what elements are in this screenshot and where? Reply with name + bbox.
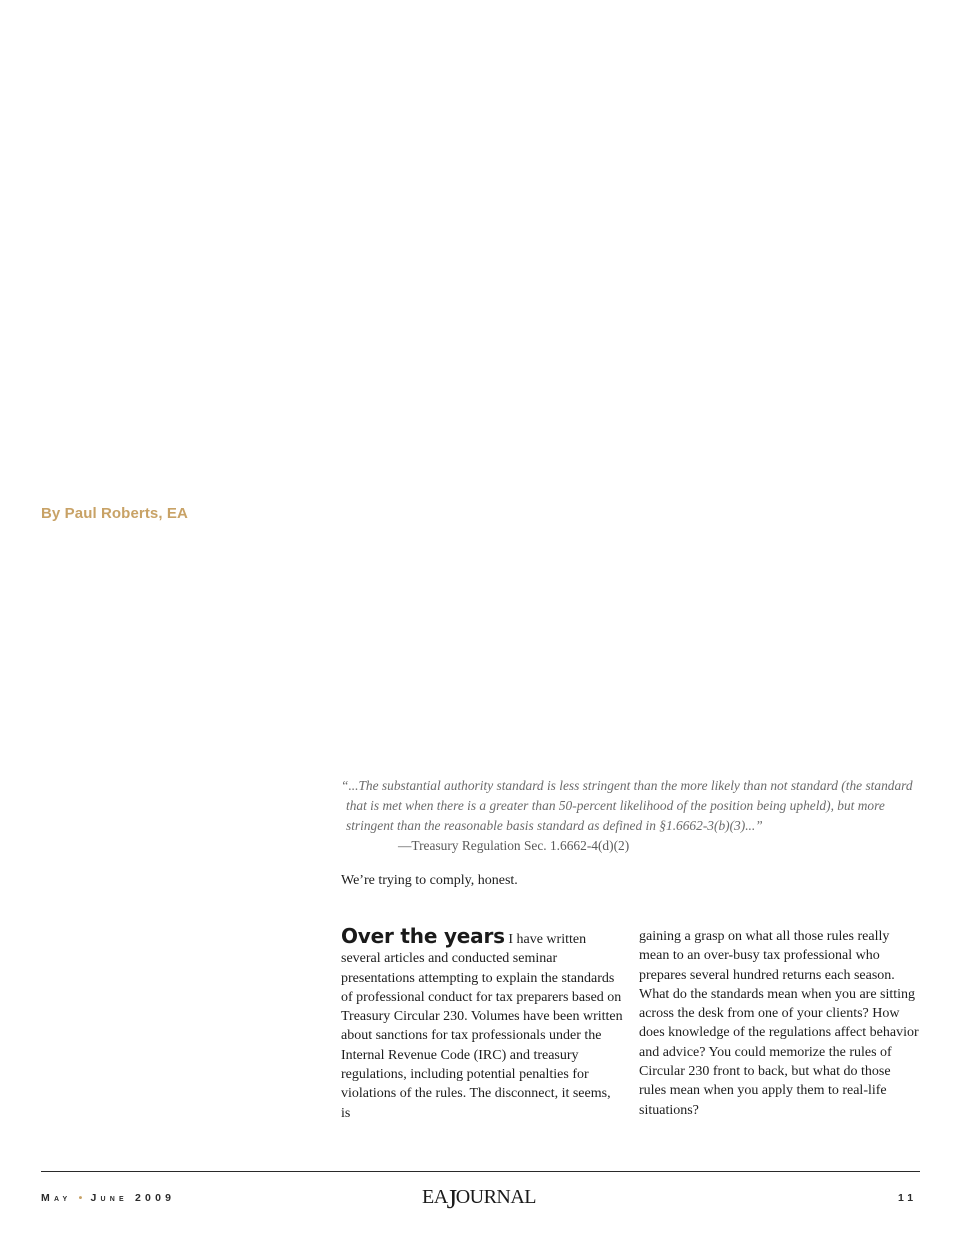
- logo-j: J: [446, 1184, 457, 1214]
- issue-date: [41, 1192, 175, 1204]
- issue-date-separator: •: [78, 1192, 87, 1204]
- lead-in-heading: Over the years: [341, 924, 505, 948]
- body-paragraph-left: [341, 924, 623, 1123]
- body-column-left: [341, 924, 623, 1123]
- body-column-right: [639, 927, 921, 1120]
- page-number: 11: [898, 1192, 918, 1204]
- epigraph-quote: “...The substantial authority standard is less stringent than the more likely than not standard (the standard that is met when there is a greater than 50-percent likelihood of the position being upheld), but more stringent than the reasonable basis standard as defined in §1.6662-3(b)(3)...”: [341, 778, 913, 833]
- issue-month-end: June 2009: [90, 1192, 176, 1204]
- ea-journal-logo: [422, 1184, 536, 1215]
- logo-prefix: EA: [422, 1186, 448, 1208]
- body-text-right: gaining a grasp on what all those rules really mean to an over-busy tax professional who prepares several hundred returns each season. What do the standards mean when you are sitting across the desk from one of your clients? How does knowledge of the regulations affect behavior and advice? You could memorize the rules of Circular 230 front to back, but what do those rules mean when you apply them to real-life situations?: [639, 929, 919, 1118]
- issue-month-start: May: [41, 1192, 72, 1204]
- epigraph: [341, 776, 925, 856]
- footer-divider: [41, 1171, 920, 1172]
- logo-suffix: OURNAL: [455, 1186, 537, 1208]
- epigraph-source: —Treasury Regulation Sec. 1.6662-4(d)(2): [398, 838, 630, 853]
- article-byline: By Paul Roberts, EA: [41, 505, 188, 522]
- body-text-left: I have written several articles and conducted seminar presentations attempting to explain the standards of professional conduct for tax preparers based on Treasury Circular 230. Volumes have been written about sanctions for tax professionals under the Internal Revenue Code (IRC) and treasury regulations, including potential penalties for violations of the rules. The disconnect, it seems, is: [341, 932, 623, 1121]
- article-tagline: We’re trying to comply, honest.: [341, 873, 518, 888]
